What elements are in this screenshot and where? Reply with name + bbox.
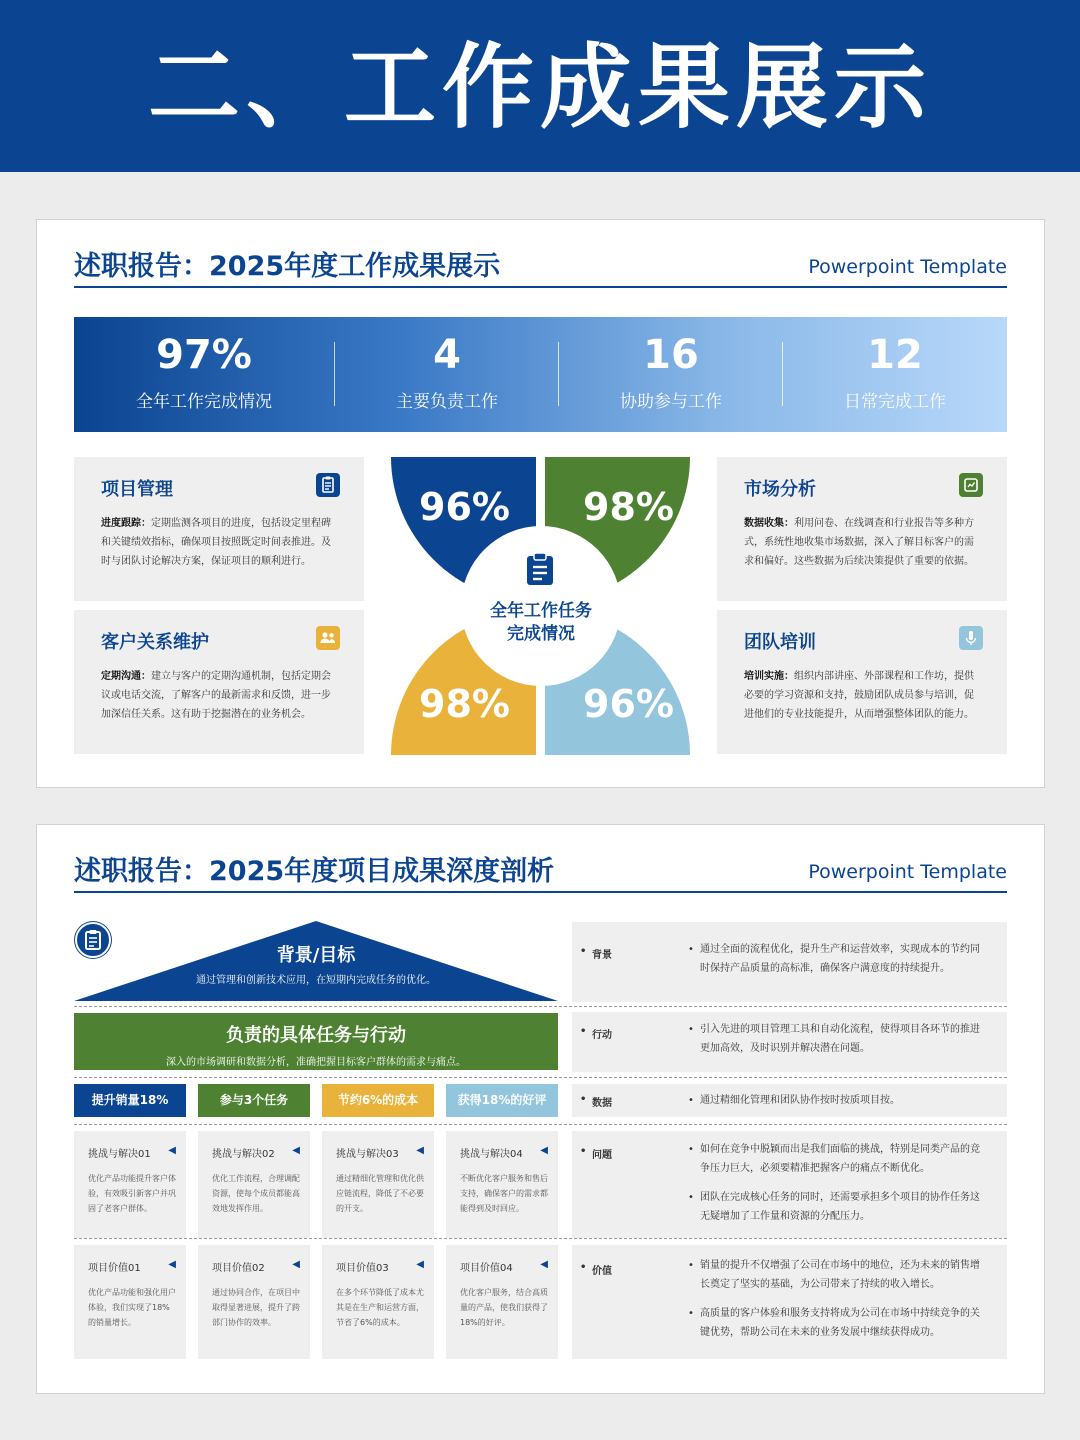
row-item: • 销量的提升不仅增强了公司在市场中的地位，还为未来的销售增长奠定了坚实的基础，为公司带来了持续的收入增长。: [700, 1256, 987, 1294]
triangle-left-icon: ◀: [292, 1145, 300, 1156]
center-label: 全年工作任务 完成情况: [490, 601, 592, 644]
row-label: • 数据: [592, 1094, 612, 1109]
stat-label: 主要负责工作: [396, 392, 498, 412]
challenge-card: [74, 1131, 186, 1238]
tag-sales: 提升销量18%: [74, 1084, 186, 1117]
slide-subtitle: Powerpoint Template: [808, 861, 1007, 883]
goal-text: 通过管理和创新技术应用，在短期内完成任务的优化。: [196, 975, 436, 986]
header-banner: [0, 0, 1080, 172]
stat-value: 97%: [156, 332, 252, 378]
row-item: • 通过精细化管理和团队协作按时按质项目按。: [700, 1091, 987, 1110]
petal-value: 96%: [583, 682, 674, 726]
petal-value: 96%: [419, 485, 510, 529]
value-title: 项目价值03: [336, 1263, 389, 1274]
card-customer-relations: [74, 610, 364, 754]
card-text: 数据收集：利用问卷、在线调查和行业报告等多种方式，系统性地收集市场数据，深入了解目标客户的需求和偏好。这些数据为后续决策提供了重要的依据。: [744, 518, 974, 567]
card-text: 进度跟踪：定期监测各项目的进度，包括设定里程碑和关键绩效指标，确保项目按照既定时间表推进。及时与团队讨论解决方案，保证项目的顺利进行。: [101, 518, 331, 567]
petal-value: 98%: [419, 682, 510, 726]
clipboard-icon: [525, 552, 555, 586]
petal-value: 98%: [583, 485, 674, 529]
card-title: 客户关系维护: [101, 632, 209, 653]
row-value: [572, 1245, 1007, 1359]
value-card: [322, 1245, 434, 1359]
row-label: • 问题: [592, 1146, 612, 1161]
card-text: 定期沟通：建立与客户的定期沟通机制，包括定期会议或电话交流，了解客户的最新需求和反馈，进一步加深信任关系。这有助于挖掘潜在的业务机会。: [101, 671, 331, 720]
value-text: 在多个环节降低了成本尤其是在生产和运营方面，节省了6%的成本。: [336, 1288, 424, 1327]
challenge-text: 不断优化客户服务和售后支持，确保客户的需求都能得到及时回应。: [460, 1174, 548, 1213]
slide-title: 述职报告：2025年度项目成果深度剖析: [74, 856, 555, 887]
tasks-title: 负责的具体任务与行动: [226, 1025, 406, 1046]
value-title: 项目价值04: [460, 1263, 513, 1274]
triangle-left-icon: ◀: [416, 1259, 424, 1270]
tag-tasks: 参与3个任务: [198, 1084, 310, 1117]
row-background: [572, 922, 1007, 1002]
value-title: 项目价值01: [88, 1263, 141, 1274]
triangle-left-icon: ◀: [168, 1259, 176, 1270]
challenge-title: 挑战与解决02: [212, 1149, 275, 1160]
card-project-management: [74, 457, 364, 601]
title-divider: [74, 286, 1007, 288]
center-circle: [461, 526, 621, 686]
triangle-left-icon: ◀: [416, 1145, 424, 1156]
stat-divider: [782, 342, 783, 406]
row-label: • 背景: [592, 946, 612, 961]
row-item: • 通过全面的流程优化，提升生产和运营效率，实现成本的节约同时保持产品质量的高标准，确保客户满意度的持续提升。: [700, 940, 987, 978]
stats-band: [74, 317, 1007, 432]
stat-value: 12: [867, 332, 923, 378]
challenge-text: 优化产品功能提升客户体验，有效吸引新客户并巩固了老客户群体。: [88, 1174, 176, 1213]
tag-cost: 节约6%的成本: [322, 1084, 434, 1117]
challenge-title: 挑战与解决04: [460, 1149, 523, 1160]
stat-completion: [84, 317, 324, 432]
card-market-analysis: [717, 457, 1007, 601]
card-title: 市场分析: [744, 479, 816, 500]
row-label: • 行动: [592, 1026, 612, 1041]
value-card: [74, 1245, 186, 1359]
dashed-divider: [74, 1077, 1007, 1078]
challenge-card: [446, 1131, 558, 1238]
slide-title: 述职报告：2025年度工作成果展示: [74, 251, 501, 282]
value-title: 项目价值02: [212, 1263, 265, 1274]
triangle-left-icon: ◀: [540, 1259, 548, 1270]
clipboard-icon: [316, 473, 340, 497]
value-text: 通过协同合作，在项目中取得显著进展，提升了跨部门协作的效率。: [212, 1288, 300, 1327]
tasks-band: [74, 1013, 558, 1070]
triangle-left-icon: ◀: [292, 1259, 300, 1270]
challenge-text: 优化工作流程，合理调配资源，使每个成员都能高效地发挥作用。: [212, 1174, 300, 1213]
slide-subtitle: Powerpoint Template: [808, 256, 1007, 278]
title-divider: [74, 891, 1007, 893]
row-item: • 引入先进的项目管理工具和自动化流程，使得项目各环节的推进更加高效，及时识别并解决潜在问题。: [700, 1020, 987, 1058]
row-label: • 价值: [592, 1262, 612, 1277]
value-text: 优化产品功能和强化用户体验，我们实现了18%的销量增长。: [88, 1288, 176, 1327]
stat-main-tasks: [336, 317, 558, 432]
challenge-title: 挑战与解决01: [88, 1149, 151, 1160]
triangle-left-icon: ◀: [168, 1145, 176, 1156]
card-title: 项目管理: [101, 479, 173, 500]
row-item: • 如何在竞争中脱颖而出是我们面临的挑战，特别是同类产品的竞争压力巨大，必须要精准把握客户的痛点不断优化。: [700, 1140, 987, 1178]
dashed-divider: [74, 1238, 1007, 1239]
stat-value: 4: [433, 332, 461, 378]
challenge-card: [198, 1131, 310, 1238]
card-team-training: [717, 610, 1007, 754]
stat-assist-tasks: [560, 317, 782, 432]
tasks-text: 深入的市场调研和数据分析，准确把握目标客户群体的需求与痛点。: [166, 1057, 466, 1068]
row-problem: [572, 1131, 1007, 1238]
row-item: • 高质量的客户体验和服务支持将成为公司在市场中持续竞争的关键优势，帮助公司在未来的业务发展中继续获得成功。: [700, 1304, 987, 1342]
value-card: [198, 1245, 310, 1359]
stat-value: 16: [643, 332, 699, 378]
stat-label: 日常完成工作: [844, 392, 946, 412]
stat-label: 协助参与工作: [620, 392, 722, 412]
value-text: 优化客户服务，结合高质量的产品，使我们获得了18%的好评。: [460, 1288, 548, 1327]
row-action: [572, 1012, 1007, 1072]
challenge-title: 挑战与解决03: [336, 1149, 399, 1160]
slide-project-analysis: [36, 824, 1045, 1394]
row-item: • 团队在完成核心任务的同时，还需要承担多个项目的协作任务这无疑增加了工作量和资源的分配压力。: [700, 1188, 987, 1226]
microphone-icon: [959, 626, 983, 650]
goal-title: 背景/目标: [276, 945, 356, 966]
dashed-divider: [74, 1006, 1007, 1007]
card-title: 团队培训: [744, 632, 816, 653]
stat-daily-tasks: [784, 317, 1006, 432]
dashed-divider: [74, 1124, 1007, 1125]
tag-rating: 获得18%的好评: [446, 1084, 558, 1117]
challenge-text: 通过精细化管理和优化供应链流程，降低了不必要的开支。: [336, 1174, 424, 1213]
stat-divider: [558, 342, 559, 406]
users-icon: [316, 626, 340, 650]
triangle-left-icon: ◀: [540, 1145, 548, 1156]
challenge-card: [322, 1131, 434, 1238]
slide-work-results: [36, 219, 1045, 788]
value-card: [446, 1245, 558, 1359]
row-data: [572, 1084, 1007, 1117]
card-text: 培训实施：组织内部讲座、外部课程和工作坊，提供必要的学习资源和支持，鼓励团队成员参与培训，促进他们的专业技能提升，从而增强整体团队的能力。: [744, 671, 974, 720]
stat-divider: [334, 342, 335, 406]
page-title: 二、工作成果展示: [147, 34, 932, 141]
stat-label: 全年工作完成情况: [136, 392, 272, 412]
chart-doc-icon: [959, 473, 983, 497]
